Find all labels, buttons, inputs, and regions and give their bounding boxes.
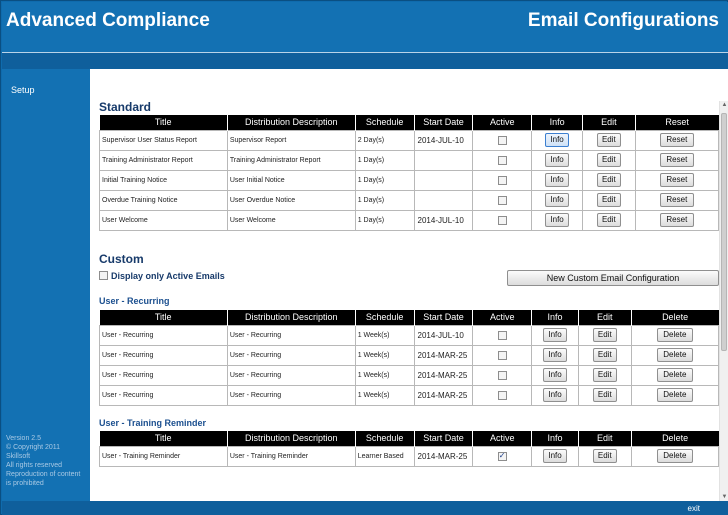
active-checkbox[interactable] xyxy=(498,156,507,165)
delete-button[interactable]: Delete xyxy=(657,328,693,342)
info-button[interactable]: Info xyxy=(545,193,568,207)
table-row xyxy=(100,210,719,230)
row-schedule: 1 Week(s) xyxy=(355,365,414,385)
table-header-row xyxy=(100,310,719,325)
header xyxy=(2,2,728,52)
row-edit-cell xyxy=(578,446,631,466)
column-header: Title xyxy=(100,310,228,325)
row-title: User Welcome xyxy=(100,210,228,230)
edit-button[interactable]: Edit xyxy=(597,133,621,147)
main-content xyxy=(90,69,728,501)
table-row xyxy=(100,190,719,210)
row-title: Training Administrator Report xyxy=(100,150,228,170)
row-description: Supervisor Report xyxy=(227,130,355,150)
row-title: User - Recurring xyxy=(100,385,228,405)
column-header: Start Date xyxy=(414,310,473,325)
row-action-cell xyxy=(631,365,718,385)
row-start-date: 2014-MAR-25 xyxy=(414,446,473,466)
row-schedule: 1 Day(s) xyxy=(355,170,414,190)
row-action-cell xyxy=(631,325,718,345)
row-action-cell xyxy=(635,210,718,230)
table-row xyxy=(100,385,719,405)
row-start-date: 2014-MAR-25 xyxy=(414,345,473,365)
active-checkbox[interactable] xyxy=(498,371,507,380)
column-header: Distribution Description xyxy=(227,431,355,446)
row-active-cell xyxy=(473,446,532,466)
column-header: Start Date xyxy=(414,431,473,446)
row-description: User - Training Reminder xyxy=(227,446,355,466)
row-start-date xyxy=(414,150,473,170)
app-title: Advanced Compliance xyxy=(6,10,210,31)
edit-button[interactable]: Edit xyxy=(597,153,621,167)
reset-button[interactable]: Reset xyxy=(660,173,694,187)
column-header: Schedule xyxy=(355,115,414,130)
delete-button[interactable]: Delete xyxy=(657,388,693,402)
edit-button[interactable]: Edit xyxy=(597,213,621,227)
row-info-cell xyxy=(532,190,583,210)
row-action-cell xyxy=(635,150,718,170)
active-checkbox[interactable] xyxy=(498,452,507,461)
column-header: Info xyxy=(532,115,583,130)
edit-button[interactable]: Edit xyxy=(593,388,617,402)
exit-link[interactable]: exit xyxy=(687,504,700,513)
delete-button[interactable]: Delete xyxy=(657,449,693,463)
row-info-cell xyxy=(532,130,583,150)
row-edit-cell xyxy=(582,170,635,190)
row-start-date: 2014-JUL-10 xyxy=(414,130,473,150)
table-row xyxy=(100,345,719,365)
reset-button[interactable]: Reset xyxy=(660,193,694,207)
footer-copyright: © Copyright 2011 xyxy=(6,444,61,451)
column-header: Info xyxy=(532,310,579,325)
bottom-bar xyxy=(2,501,728,515)
edit-button[interactable]: Edit xyxy=(593,328,617,342)
row-active-cell xyxy=(473,170,532,190)
reminder-table xyxy=(99,431,719,467)
edit-button[interactable]: Edit xyxy=(593,348,617,362)
delete-button[interactable]: Delete xyxy=(657,368,693,382)
row-active-cell xyxy=(473,130,532,150)
footer-company: Skillsoft xyxy=(6,453,31,460)
row-active-cell xyxy=(473,365,532,385)
column-header: Distribution Description xyxy=(227,310,355,325)
active-checkbox[interactable] xyxy=(498,391,507,400)
row-start-date xyxy=(414,170,473,190)
row-edit-cell xyxy=(578,385,631,405)
column-header: Edit xyxy=(582,115,635,130)
table-header-row xyxy=(100,115,719,130)
row-description: User - Recurring xyxy=(227,325,355,345)
row-action-cell xyxy=(631,385,718,405)
row-active-cell xyxy=(473,210,532,230)
column-header: Edit xyxy=(578,310,631,325)
row-description: Training Administrator Report xyxy=(227,150,355,170)
row-title: User - Recurring xyxy=(100,365,228,385)
edit-button[interactable]: Edit xyxy=(597,193,621,207)
recurring-group-title: User - Recurring xyxy=(99,296,170,306)
row-schedule: 1 Day(s) xyxy=(355,190,414,210)
row-action-cell xyxy=(635,190,718,210)
row-title: User - Training Reminder xyxy=(100,446,228,466)
row-active-cell xyxy=(473,150,532,170)
row-title: Initial Training Notice xyxy=(100,170,228,190)
row-title: User - Recurring xyxy=(100,345,228,365)
scrollbar-thumb[interactable] xyxy=(721,113,727,351)
scroll-down-icon[interactable]: ▼ xyxy=(721,494,728,500)
info-button[interactable]: Info xyxy=(545,133,568,147)
delete-button[interactable]: Delete xyxy=(657,348,693,362)
custom-section-title: Custom xyxy=(99,252,144,266)
row-schedule: 1 Week(s) xyxy=(355,345,414,365)
row-start-date: 2014-MAR-25 xyxy=(414,385,473,405)
active-checkbox[interactable] xyxy=(498,351,507,360)
row-start-date: 2014-JUL-10 xyxy=(414,325,473,345)
column-header: Schedule xyxy=(355,431,414,446)
edit-button[interactable]: Edit xyxy=(597,173,621,187)
recurring-table xyxy=(99,310,719,406)
scroll-up-icon[interactable]: ▲ xyxy=(721,102,728,108)
table-row xyxy=(100,150,719,170)
row-edit-cell xyxy=(578,365,631,385)
info-button[interactable]: Info xyxy=(543,368,566,382)
active-checkbox[interactable] xyxy=(498,216,507,225)
column-header: Info xyxy=(532,431,579,446)
row-active-cell xyxy=(473,385,532,405)
reset-button[interactable]: Reset xyxy=(660,213,694,227)
row-title: Supervisor User Status Report xyxy=(100,130,228,150)
row-edit-cell xyxy=(578,345,631,365)
column-header: Active xyxy=(473,310,532,325)
footer-rights: All rights reserved xyxy=(6,462,63,469)
info-button[interactable]: Info xyxy=(543,348,566,362)
reset-button[interactable]: Reset xyxy=(660,133,694,147)
info-button[interactable]: Info xyxy=(543,388,566,402)
row-action-cell xyxy=(631,345,718,365)
row-active-cell xyxy=(473,325,532,345)
row-active-cell xyxy=(473,190,532,210)
column-header: Active xyxy=(473,115,532,130)
standard-table xyxy=(99,115,719,231)
row-title: Overdue Training Notice xyxy=(100,190,228,210)
info-button[interactable]: Info xyxy=(543,449,566,463)
column-header: Title xyxy=(100,115,228,130)
footer-prohibited: is prohibited xyxy=(6,480,44,487)
row-description: User - Recurring xyxy=(227,385,355,405)
row-start-date: 2014-MAR-25 xyxy=(414,365,473,385)
row-active-cell xyxy=(473,345,532,365)
table-row xyxy=(100,325,719,345)
row-description: User Overdue Notice xyxy=(227,190,355,210)
row-description: User - Recurring xyxy=(227,365,355,385)
sidebar xyxy=(2,69,90,501)
row-description: User - Recurring xyxy=(227,345,355,365)
column-header: Distribution Description xyxy=(227,115,355,130)
footer-reproduction: Reproduction of content xyxy=(6,471,81,478)
column-header: Edit xyxy=(578,431,631,446)
info-button[interactable]: Info xyxy=(545,213,568,227)
row-schedule: 1 Week(s) xyxy=(355,325,414,345)
table-header-row xyxy=(100,431,719,446)
row-action-cell xyxy=(635,130,718,150)
header-band xyxy=(2,53,728,69)
column-header: Reset xyxy=(635,115,718,130)
sidebar-item-setup[interactable]: Setup xyxy=(11,85,35,95)
column-header: Schedule xyxy=(355,310,414,325)
active-only-label: Display only Active Emails xyxy=(111,271,225,281)
column-header: Delete xyxy=(631,431,718,446)
row-schedule: 1 Day(s) xyxy=(355,150,414,170)
column-header: Delete xyxy=(631,310,718,325)
standard-section-title: Standard xyxy=(99,100,152,114)
row-schedule: Learner Based xyxy=(355,446,414,466)
row-description: User Initial Notice xyxy=(227,170,355,190)
sidebar-footer xyxy=(6,434,80,488)
active-checkbox[interactable] xyxy=(498,176,507,185)
vertical-scrollbar[interactable] xyxy=(719,101,728,501)
info-button[interactable]: Info xyxy=(543,328,566,342)
reset-button[interactable]: Reset xyxy=(660,153,694,167)
table-row xyxy=(100,446,719,466)
row-info-cell xyxy=(532,365,579,385)
reminder-group-title: User - Training Reminder xyxy=(99,418,207,428)
row-info-cell xyxy=(532,345,579,365)
footer-version: Version 2.5 xyxy=(6,435,42,442)
info-button[interactable]: Info xyxy=(545,173,568,187)
active-checkbox[interactable] xyxy=(498,136,507,145)
row-start-date: 2014-JUL-10 xyxy=(414,210,473,230)
row-description: User Welcome xyxy=(227,210,355,230)
table-row xyxy=(100,130,719,150)
active-only-checkbox[interactable] xyxy=(99,271,108,280)
page-heading: Email Configurations xyxy=(527,10,719,31)
active-checkbox[interactable] xyxy=(498,196,507,205)
row-title: User - Recurring xyxy=(100,325,228,345)
row-schedule: 1 Day(s) xyxy=(355,210,414,230)
table-row xyxy=(100,170,719,190)
row-action-cell xyxy=(635,170,718,190)
column-header: Start Date xyxy=(414,115,473,130)
edit-button[interactable]: Edit xyxy=(593,449,617,463)
row-start-date xyxy=(414,190,473,210)
info-button[interactable]: Info xyxy=(545,153,568,167)
row-info-cell xyxy=(532,150,583,170)
row-info-cell xyxy=(532,446,579,466)
row-action-cell xyxy=(631,446,718,466)
edit-button[interactable]: Edit xyxy=(593,368,617,382)
row-edit-cell xyxy=(582,190,635,210)
row-info-cell xyxy=(532,170,583,190)
row-info-cell xyxy=(532,385,579,405)
row-schedule: 2 Day(s) xyxy=(355,130,414,150)
active-checkbox[interactable] xyxy=(498,331,507,340)
new-custom-config-button[interactable]: New Custom Email Configuration xyxy=(507,270,719,286)
row-edit-cell xyxy=(582,210,635,230)
row-edit-cell xyxy=(582,150,635,170)
column-header: Title xyxy=(100,431,228,446)
column-header: Active xyxy=(473,431,532,446)
row-edit-cell xyxy=(582,130,635,150)
row-info-cell xyxy=(532,210,583,230)
table-row xyxy=(100,365,719,385)
row-schedule: 1 Week(s) xyxy=(355,385,414,405)
row-info-cell xyxy=(532,325,579,345)
row-edit-cell xyxy=(578,325,631,345)
active-filter[interactable] xyxy=(99,271,225,281)
